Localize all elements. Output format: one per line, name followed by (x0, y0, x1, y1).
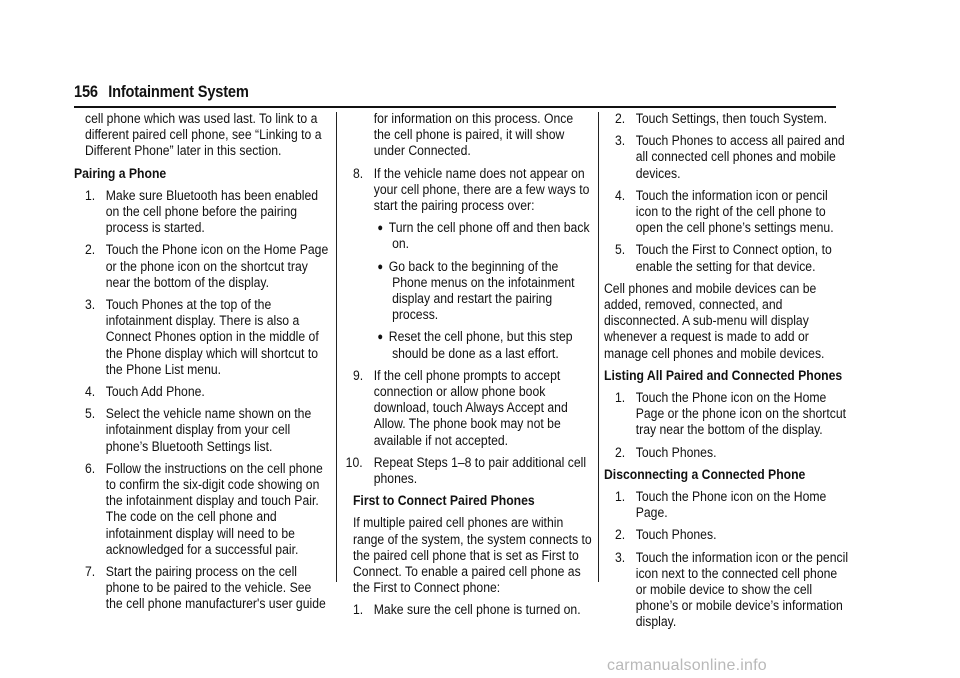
list-item (342, 166, 592, 215)
step-number: 2. (614, 444, 626, 461)
step-text: Touch Phones. (635, 527, 717, 544)
step-number: 1. (352, 602, 364, 619)
step-text: Make sure the cell phone is turned on. (373, 602, 581, 619)
subheading-first-to-connect: First to Connect Paired Phones (352, 493, 535, 510)
list-item (604, 242, 848, 274)
step-number: 3. (84, 297, 96, 314)
list-item (342, 368, 592, 449)
subheading-listing: Listing All Paired and Connected Phones (604, 367, 843, 384)
list-item (604, 445, 848, 461)
list-item (604, 111, 848, 127)
paragraph: Cell phones and mobile devices can be added, removed, connected, and disconnected. A sub-menu will display whenever a request is made to add or manage cell phones and mobile devices. (604, 280, 825, 362)
list-item (74, 564, 330, 613)
list-item (74, 461, 330, 558)
step-text: Touch Add Phone. (105, 384, 205, 401)
list-item (74, 297, 330, 378)
step-text: Touch the Phone icon on the Home Page or the phone icon on the shortcut tray near the bottom of the display. (635, 390, 847, 439)
step-text: Start the pairing process on the cell phone to be paired to the vehicle. See the cell phone manufacturer's user guide (105, 564, 326, 613)
step-text: Touch the First to Connect option, to enable the setting for that device. (635, 242, 832, 275)
bullet-text: Reset the cell phone, but this step should be done as a last effort. (388, 329, 573, 362)
step-text: Touch the information icon or pencil icon to the right of the cell phone to open the cell phone’s settings menu. (635, 187, 834, 237)
step-number: 2. (614, 527, 626, 544)
column-2 (342, 111, 592, 625)
bullet-text: Turn the cell phone off and then back on. (388, 220, 590, 253)
step-number: 1. (614, 489, 626, 506)
list-item (74, 188, 330, 237)
bullet-icon: ● (377, 260, 384, 273)
bullet-item (342, 259, 592, 324)
step-number: 1. (84, 187, 96, 204)
column-1 (74, 111, 330, 619)
step-text: Touch the Phone icon on the Home Page or the phone icon on the shortcut tray near the bottom of the display. (105, 242, 329, 291)
list-item (604, 188, 848, 237)
step-number: 2. (614, 111, 626, 127)
list-item (74, 406, 330, 455)
list-item (604, 550, 848, 631)
step-number: 7. (84, 564, 96, 581)
list-item (604, 489, 848, 521)
step-text: Touch Phones to access all paired and all connected cell phones and mobile devices. (635, 133, 845, 182)
step-number: 5. (84, 406, 96, 423)
step-number: 5. (614, 242, 626, 259)
list-item (604, 390, 848, 439)
bullet-text: Go back to the beginning of the Phone menus on the infotainment display and restart the pairing process. (388, 258, 575, 324)
step-text: Touch the Phone icon on the Home Page. (635, 489, 827, 522)
step-number: 3. (614, 549, 626, 566)
bullet-icon: ● (377, 331, 384, 344)
header-rule (74, 106, 836, 108)
step-number: 8. (352, 165, 364, 182)
step-number: 6. (84, 460, 96, 477)
section-title: Infotainment System (108, 82, 249, 101)
list-item (604, 133, 848, 182)
subheading-pairing: Pairing a Phone (74, 165, 167, 182)
step-text: If the vehicle name does not appear on your cell phone, there are a few ways to start the pairing process over: (373, 165, 590, 215)
step-number: 3. (614, 133, 626, 150)
column-divider (598, 112, 599, 582)
bullet-icon: ● (377, 222, 384, 235)
step-number: 1. (614, 390, 626, 407)
page-number: 156 (74, 82, 98, 101)
page-header (74, 82, 249, 102)
bullet-item (342, 329, 592, 361)
column-divider (336, 112, 337, 582)
step-text: Touch Settings, then touch System. (635, 111, 828, 127)
list-item (604, 527, 848, 543)
step-continuation: for information on this process. Once the cell phone is paired, it will show under Connected. (373, 111, 574, 160)
step-text: If the cell phone prompts to accept connection or allow phone book download, touch Always Accept and Allow. The phone book may not be available if not accepted. (373, 367, 568, 449)
step-number: 9. (352, 367, 364, 384)
step-text: Select the vehicle name shown on the infotainment display from your cell phone’s Bluetooth Settings list. (105, 406, 312, 455)
bullet-item (342, 220, 592, 252)
list-item (74, 384, 330, 400)
step-text: Touch Phones. (635, 444, 717, 461)
subheading-disconnecting: Disconnecting a Connected Phone (604, 466, 806, 483)
list-item (74, 242, 330, 291)
paragraph: If multiple paired cell phones are within range of the system, the system connects to the paired cell phone that is set as First to Connect. To enable a paired cell phone as the First to Connect phone: (352, 515, 592, 597)
watermark: carmanualsonline.info (607, 657, 767, 674)
step-number: 4. (614, 187, 626, 204)
list-item (342, 455, 592, 487)
column-3 (604, 111, 848, 637)
paragraph: cell phone which was used last. To link to a different paired cell phone, see “Linking to a Different Phone” later in this section. (84, 111, 322, 160)
step-number: 10. (345, 454, 363, 471)
step-text: Touch Phones at the top of the infotainment display. There is also a Connect Phones option in the middle of the Phone display which will shortcut to the Phone List menu. (105, 297, 319, 378)
step-text: Follow the instructions on the cell phone to confirm the six-digit code showing on the infotainment display and touch Pair. The code on the cell phone and infotainment display will need to be acknowledged for a successful pair. (105, 460, 323, 558)
step-text: Make sure Bluetooth has been enabled on the cell phone before the pairing process is started. (105, 187, 319, 237)
step-text: Repeat Steps 1–8 to pair additional cell phones. (373, 454, 587, 488)
list-item (342, 602, 592, 618)
step-text: Touch the information icon or the pencil icon next to the connected cell phone or mobile device to show the cell phone’s or mobile device’s information display. (635, 549, 849, 631)
step-number: 2. (84, 242, 96, 259)
step-number: 4. (84, 384, 96, 401)
